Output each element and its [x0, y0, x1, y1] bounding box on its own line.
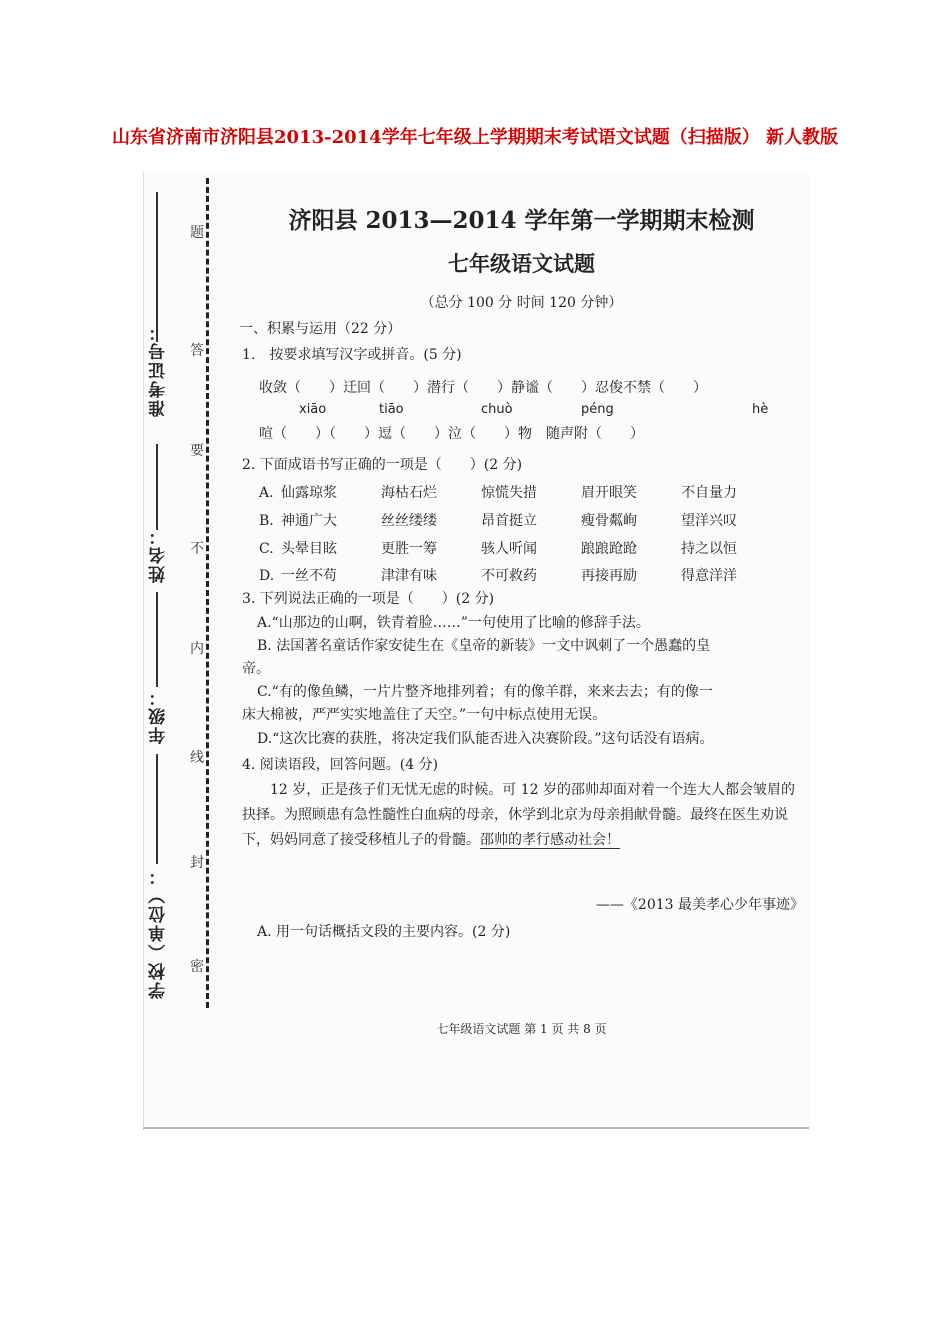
seal-char: 内	[190, 641, 204, 657]
passage-source: ——《2013 最美孝心少年事迹》	[595, 897, 804, 913]
question-4-sub-a: A. 用一句话概括文段的主要内容。(2 分)	[257, 924, 511, 940]
seal-char: 答	[190, 343, 204, 359]
idiom: 昂首挺立	[481, 513, 537, 529]
option-row	[259, 482, 781, 502]
idiom: 得意洋洋	[681, 568, 737, 584]
seal-dashed-line	[206, 178, 209, 1008]
question-3-stem: 3. 下列说法正确的一项是（ ）(2 分)	[242, 591, 495, 607]
grade-label: 年级：	[149, 687, 169, 744]
name-label: 姓名：	[149, 526, 169, 583]
exam-title: 济阳县 2013—2014 学年第一学期期末检测	[288, 207, 755, 234]
idiom: 持之以恒	[681, 541, 737, 557]
question-3-option-b-cont: 帝。	[242, 661, 270, 677]
idiom: 眉开眼笑	[581, 485, 637, 501]
idiom: 一丝不苟	[281, 568, 337, 584]
section-heading: 一、积累与运用（22 分）	[239, 321, 402, 337]
idiom: 仙露琼浆	[281, 485, 337, 501]
idiom: 骇人听闻	[481, 541, 537, 557]
page-footer: 七年级语文试题 第 1 页 共 8 页	[436, 1022, 607, 1036]
question-3-option-d: D.“这次比赛的获胜，将决定我们队能否进入决赛阶段。”这句话没有语病。	[257, 731, 714, 747]
question-1-row-1: 收敛（ ）迁回（ ）潜行（ ）静谧（ ）忍俊不禁（ ）	[259, 380, 707, 396]
idiom: 神通广大	[281, 513, 337, 529]
question-1-row-2: 喧（ ）（ ）逗（ ）泣（ ）物 随声附（ ）	[259, 426, 644, 442]
passage-text: 12 岁，正是孩子们无忧无虑的时候。可 12 岁的邵帅却面对着一个连大人都会皱眉的抉择。为照顾患有急性髓性白血病的母亲，休学到北京为母亲捐献骨髓。最终在医生劝说下，妈妈同意了接受移植儿子的骨髓。	[242, 782, 795, 848]
seal-char: 要	[190, 443, 204, 459]
idiom: 不自量力	[681, 485, 737, 501]
scanned-exam-page	[143, 172, 810, 1130]
seal-char: 密	[190, 959, 204, 975]
question-3-option-a: A.“山那边的山啊，铁青着脸……”一句使用了比喻的修辞手法。	[257, 615, 650, 631]
school-label: 学校（单位）：	[149, 866, 169, 999]
idiom: 再接再励	[581, 568, 637, 584]
question-3-option-c: C.“有的像鱼鳞，一片片整齐地排列着；有的像羊群，来来去去；有的像一	[257, 684, 713, 700]
document-title: 山东省济南市济阳县2013-2014学年七年级上学期期末考试语文试题（扫描版） 新人教版	[112, 127, 838, 148]
option-label: B.	[259, 513, 274, 529]
idiom: 头晕目眩	[281, 541, 337, 557]
scan-edge	[143, 1127, 809, 1129]
idiom: 津津有味	[381, 568, 437, 584]
field-line	[156, 444, 158, 530]
option-label: A.	[259, 485, 274, 501]
question-3-option-b: B. 法国著名童话作家安徒生在《皇帝的新装》一文中讽刺了一个愚蠢的皇	[257, 638, 711, 654]
option-row	[259, 538, 781, 558]
question-1-stem: 1. 按要求填写汉字或拼音。(5 分)	[242, 347, 462, 363]
option-row	[259, 510, 781, 530]
idiom: 瘦骨粼峋	[581, 513, 637, 529]
idiom: 不可救药	[481, 568, 537, 584]
idiom: 海枯石烂	[381, 485, 437, 501]
exam-subtitle: 七年级语文试题	[448, 251, 595, 276]
idiom: 踉踉跄跄	[581, 541, 637, 557]
option-row	[259, 565, 781, 585]
field-line	[156, 754, 158, 864]
question-3-option-c-cont: 床大棉被，严严实实地盖住了天空。”一句中标点使用无误。	[242, 707, 607, 723]
binding-margin	[144, 172, 244, 1130]
idiom: 望洋兴叹	[681, 513, 737, 529]
pinyin: hè	[752, 402, 769, 417]
question-2-stem: 2. 下面成语书写正确的一项是（ ）(2 分)	[242, 457, 523, 473]
idiom: 惊慌失措	[481, 485, 537, 501]
exam-meta: （总分 100 分 时间 120 分钟）	[420, 295, 623, 311]
pinyin: tiāo	[379, 402, 404, 417]
reading-passage	[242, 778, 804, 853]
pinyin: péng	[581, 402, 614, 417]
seal-char: 不	[190, 541, 204, 557]
field-line	[156, 192, 158, 342]
seal-char: 线	[190, 750, 204, 766]
option-label: C.	[259, 541, 274, 557]
idiom: 更胜一筹	[381, 541, 437, 557]
option-label: D.	[259, 568, 275, 584]
pinyin: xiāo	[299, 402, 327, 417]
exam-number-label: 准考证号：	[149, 322, 169, 417]
seal-char: 题	[190, 225, 204, 241]
field-line	[156, 592, 158, 687]
seal-char: 封	[190, 855, 204, 871]
passage-underlined: 邵帅的孝行感动社会！	[480, 832, 620, 848]
idiom: 丝丝缕缕	[381, 513, 437, 529]
question-4-stem: 4. 阅读语段，回答问题。(4 分)	[242, 757, 439, 773]
pinyin: chuò	[481, 402, 513, 417]
